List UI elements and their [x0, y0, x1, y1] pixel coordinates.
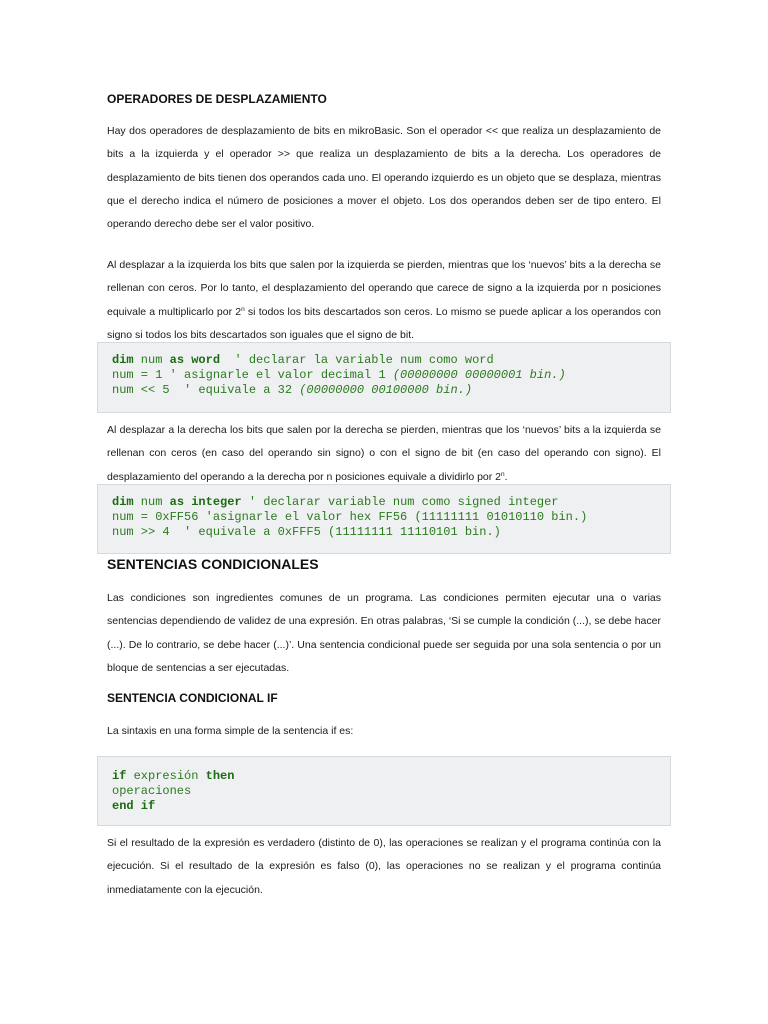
text-line: Al desplazar a la derecha los bits que salen por la derecha se pierden, mientras que los ‘nuevos’ bits a la	[107, 424, 601, 436]
code-text: expresión	[126, 769, 206, 783]
code-keyword: if	[112, 769, 127, 783]
text-line: con signo). El desplazamiento del operando a la derecha por n posiciones equivale a dividirlo por 2	[107, 447, 661, 483]
code-comment: ' declarar variable num como signed integer	[241, 495, 559, 509]
section-title-conditionals: SENTENCIAS CONDICIONALES	[107, 556, 319, 572]
code-comment: ' declarar la variable num como word	[220, 353, 494, 367]
text-line: Si el resultado de la expresión es verdadero (distinto de 0), las operaciones se realizan y el programa continúa	[107, 837, 630, 849]
code-line: num >> 4 ' equivale a 0xFFF5 (11111111 11110101 bin.)	[112, 525, 501, 539]
code-text: num = 1 ' asignarle el valor decimal 1	[112, 368, 393, 382]
code-keyword: as integer	[169, 495, 242, 509]
code-keyword: then	[205, 769, 235, 783]
code-block-if	[97, 756, 671, 826]
code-line: end if	[112, 799, 156, 813]
paragraph-shift-intro	[107, 120, 661, 236]
text-line: izquierda se rellenan con ceros (en caso del operando sin signo) o con el signo de bit (en caso del operando	[107, 424, 661, 460]
text-line: operadores de desplazamiento de bits tienen dos operandos cada uno. El operando izquierdo es un objeto	[107, 148, 661, 184]
code-keyword: dim	[112, 353, 134, 367]
section-title-shift-operators: OPERADORES DE DESPLAZAMIENTO	[107, 92, 327, 106]
section-title-if: SENTENCIA CONDICIONAL IF	[107, 691, 278, 705]
text-line: con la ejecución. Si el resultado de la expresión es falso (0), las operaciones no se realizan y el programa	[107, 837, 661, 873]
paragraph-shift-right	[107, 419, 661, 489]
text-line: si todos los bits descartados son ceros. Lo mismo se	[244, 305, 496, 318]
code-keyword: dim	[112, 495, 134, 509]
text-line: Las condiciones son ingredientes comunes de un programa. Las condiciones permiten ejecutar una o varias	[107, 592, 661, 604]
text-line: .	[504, 470, 508, 483]
code-comment-italic: (00000000 00100000 bin.)	[299, 383, 473, 397]
code-line	[112, 495, 559, 509]
text-line: izquierda por n posiciones equivale a multiplicarlo por 2	[107, 282, 661, 318]
code-text: num	[133, 495, 170, 509]
text-line: Al desplazar a la izquierda los bits que salen por la izquierda se pierden, mientras que los ‘nuevos’ bits a la	[107, 259, 606, 271]
text-line: desplazamiento de bits a la izquierda y el operador >> que realiza un desplazamiento de bits a la derecha. Los	[107, 125, 661, 161]
code-line	[112, 353, 494, 367]
code-keyword: as word	[169, 353, 221, 367]
code-block-shift-left	[97, 342, 671, 413]
text-line: continúa inmediatamente con la ejecución.	[107, 860, 661, 896]
code-block-shift-right	[97, 484, 671, 554]
superscript: n	[501, 470, 505, 478]
code-text: num	[133, 353, 170, 367]
code-line: num = 0xFF56 'asignarle el valor hex FF56 (11111111 01010110 bin.)	[112, 510, 588, 524]
text-line: Hay dos operadores de desplazamiento de bits en mikroBasic. Son el operador << que realiza un	[107, 125, 569, 137]
code-line	[112, 769, 234, 783]
text-line: operandos deben ser de tipo entero. El operando derecho debe ser el valor positivo.	[107, 194, 661, 231]
text-line: debe hacer (...). De lo contrario, se debe hacer (...)’. Una sentencia condicional puede ser seguida por una	[107, 615, 661, 651]
superscript: n	[241, 305, 245, 313]
text-line: que se desplaza, mientras que el derecho indica el número de posiciones a mover el objeto. Los dos	[107, 171, 661, 207]
text-line: puede aplicar a los operandos con signo si todos los bits descartados son iguales que el signo de bit.	[107, 305, 662, 341]
paragraph-if-result	[107, 832, 661, 902]
code-text: num << 5 ' equivale a 32	[112, 383, 300, 397]
text-line: sola sentencia o por un bloque de sentencias a ser ejecutadas.	[107, 638, 662, 674]
code-comment-italic: (00000000 00000001 bin.)	[392, 368, 566, 382]
text-line: derecha se rellenan con ceros. Por lo tanto, el desplazamiento del operando que carece de signo a la	[107, 259, 662, 295]
code-line	[112, 383, 472, 397]
code-line: operaciones	[112, 784, 192, 798]
code-line	[112, 368, 566, 382]
text-line: sentencias dependiendo de validez de una expresión. En otras palabras, ‘Si se cumple la condición (...), se	[107, 615, 606, 628]
paragraph-conditionals	[107, 587, 661, 680]
paragraph-shift-left	[107, 254, 661, 347]
paragraph-if-syntax: La sintaxis en una forma simple de la sentencia if es:	[107, 725, 354, 737]
